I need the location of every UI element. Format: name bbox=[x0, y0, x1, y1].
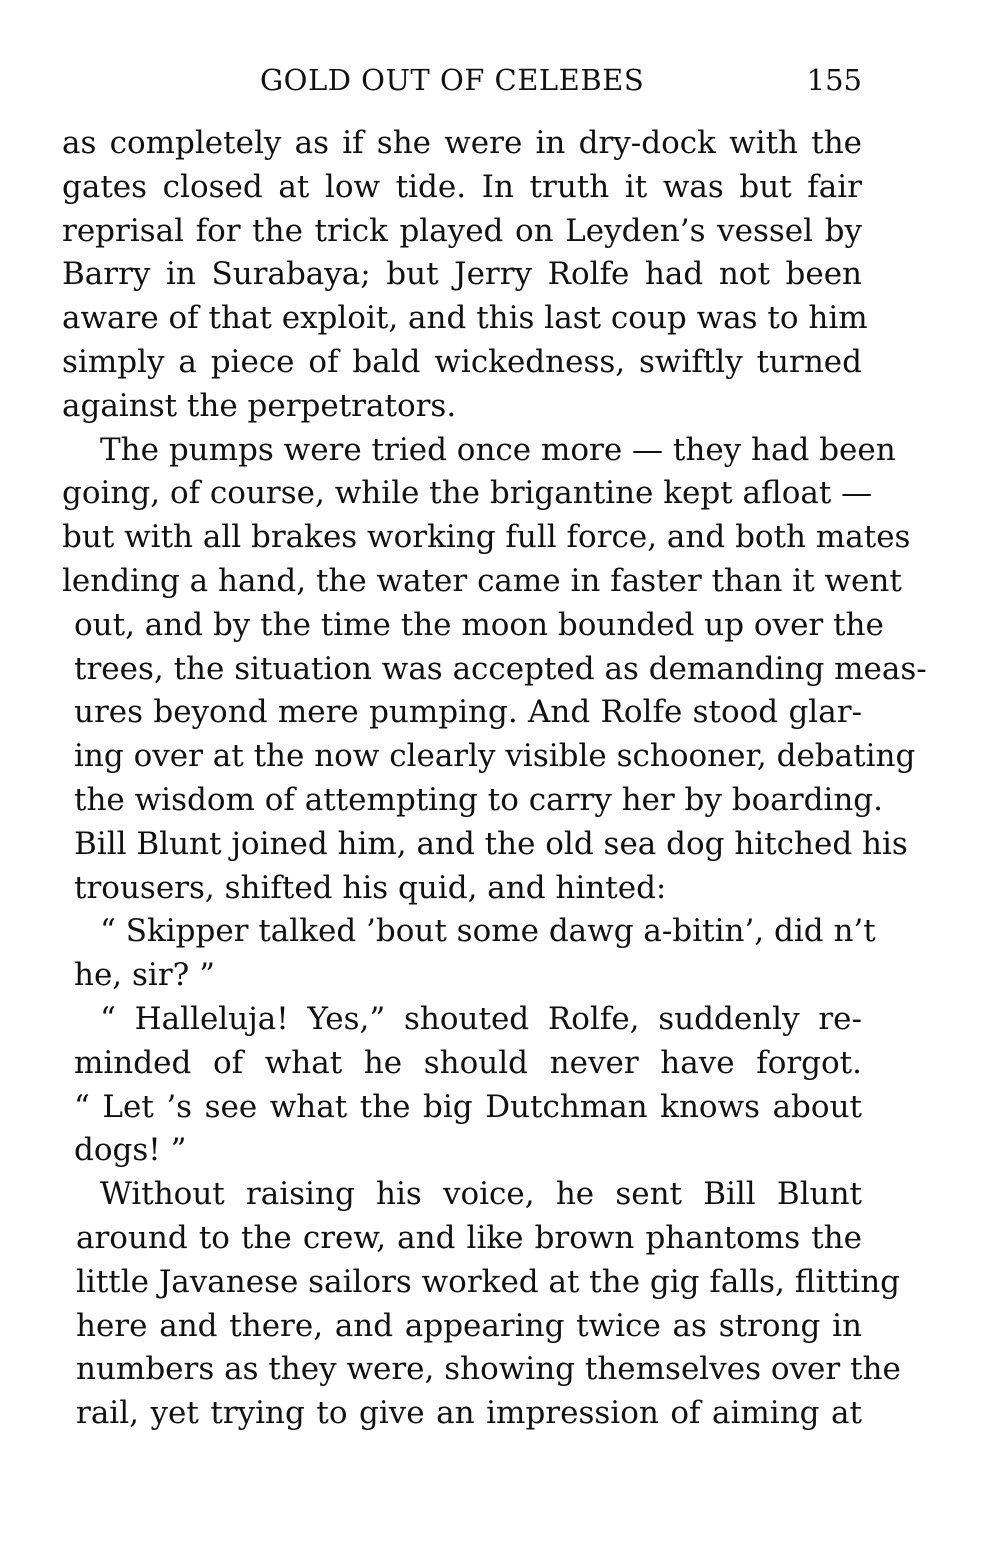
body-text bbox=[62, 122, 927, 1436]
paragraph-first-line: “ Skipper talked ’bout some dawg a-bitin’, did n’t bbox=[100, 913, 876, 950]
text-line: ing over at the now clearly visible schooner, debating bbox=[74, 738, 916, 775]
text-line: reprisal for the trick played on Leyden’s vessel by bbox=[62, 212, 862, 249]
text-line: dogs! ” bbox=[74, 1132, 187, 1169]
text-line: minded of what he should never have forgot. bbox=[74, 1044, 862, 1081]
text-line: “ Let ’s see what the big Dutchman knows about bbox=[74, 1088, 862, 1125]
paragraph-first-line: “ Halleluja! Yes,” shouted Rolfe, suddenly re- bbox=[100, 1000, 862, 1037]
text-line: gates closed at low tide. In truth it was but fair bbox=[62, 168, 862, 205]
paragraph-first-line: Without raising his voice, he sent Bill Blunt bbox=[100, 1176, 862, 1213]
text-line: against the perpetrators. bbox=[62, 387, 457, 424]
text-line: going, of course, while the brigantine kept afloat — bbox=[62, 475, 873, 512]
text-line: the wisdom of attempting to carry her by boarding. bbox=[74, 781, 883, 818]
text-line: simply a piece of bald wickedness, swiftly turned bbox=[62, 343, 862, 380]
text-line: lending a hand, the water came in faster than it went bbox=[62, 562, 902, 599]
text-line: numbers as they were, showing themselves over the bbox=[76, 1351, 901, 1388]
text-line: as completely as if she were in dry-dock with the bbox=[62, 125, 862, 161]
text-line: out, and by the time the moon bounded up over the bbox=[74, 606, 884, 643]
text-line: aware of that exploit, and this last coup was to him bbox=[62, 300, 868, 337]
paragraph-first-line: The pumps were tried once more — they had been bbox=[100, 431, 896, 468]
text-line: around to the crew, and like brown phantoms the bbox=[76, 1219, 862, 1256]
text-line: trees, the situation was accepted as demanding meas- bbox=[74, 650, 927, 687]
text-line: Barry in Surabaya; but Jerry Rolfe had not been bbox=[62, 256, 862, 293]
text-line: trousers, shifted his quid, and hinted: bbox=[74, 869, 667, 906]
running-head bbox=[62, 60, 862, 100]
text-line: little Javanese sailors worked at the gig falls, flitting bbox=[76, 1263, 900, 1300]
text-line: ures beyond mere pumping. And Rolfe stood glar- bbox=[74, 694, 862, 731]
text-line: here and there, and appearing twice as strong in bbox=[76, 1307, 862, 1344]
text-line: Bill Blunt joined him, and the old sea dog hitched his bbox=[74, 825, 908, 862]
text-line: he, sir? ” bbox=[74, 957, 215, 994]
page-number: 155 bbox=[806, 63, 862, 97]
text-line: but with all brakes working full force, and both mates bbox=[62, 519, 911, 556]
text-line: rail, yet trying to give an impression of aiming at bbox=[76, 1395, 862, 1432]
running-title: GOLD OUT OF CELEBES bbox=[260, 63, 645, 97]
